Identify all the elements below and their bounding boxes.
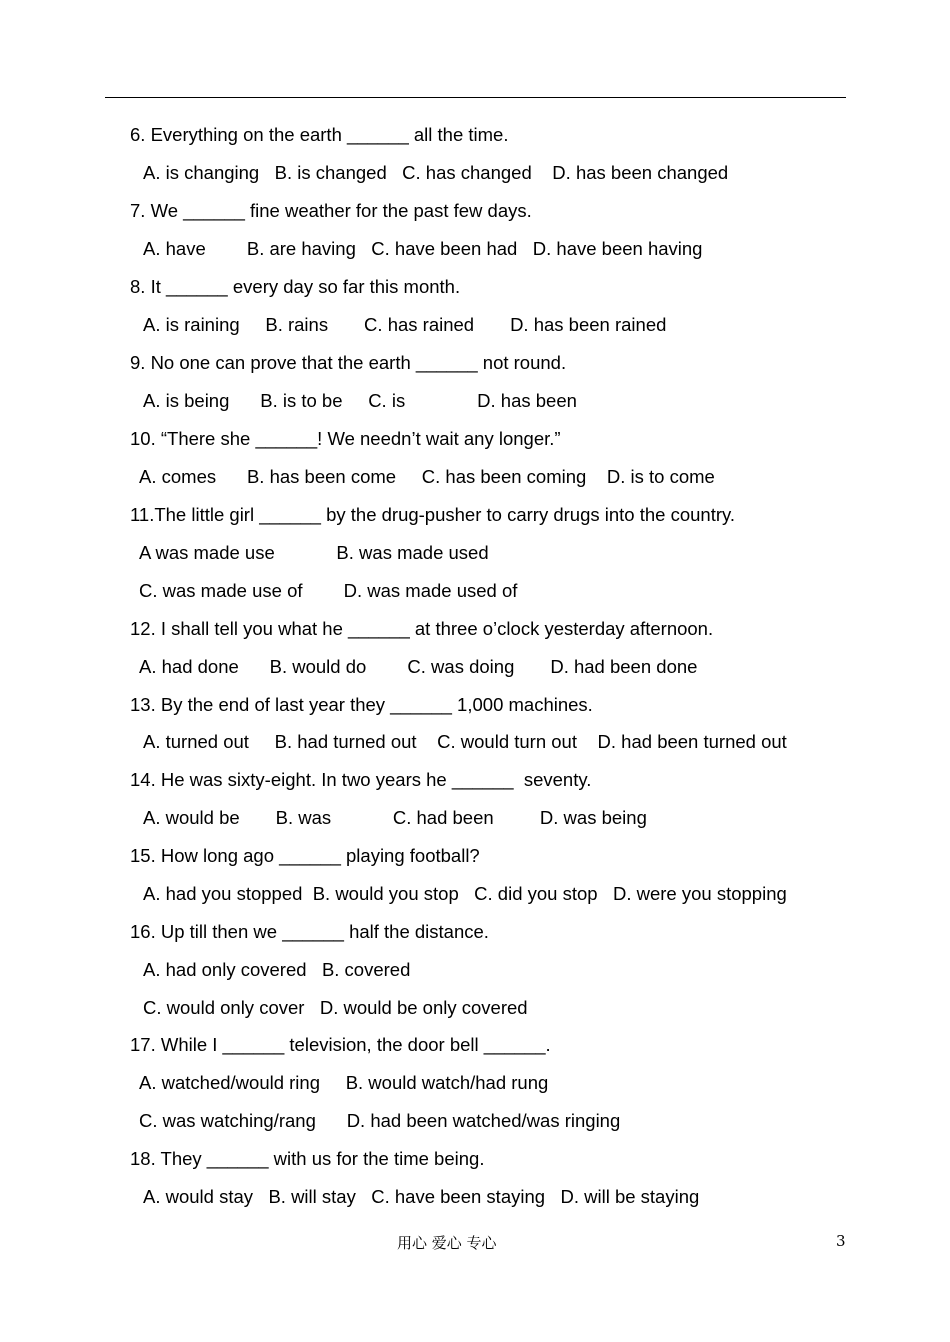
- options-9: A. is being B. is to be C. is D. has been: [143, 390, 577, 411]
- question-13: 13. By the end of last year they ______ 1,000 machines.: [130, 694, 593, 715]
- options-18: A. would stay B. will stay C. have been staying D. will be staying: [143, 1186, 700, 1207]
- options-17-row1: A. watched/would ring B. would watch/had rung: [139, 1072, 549, 1093]
- options-11-row1: A was made use B. was made used: [139, 542, 489, 563]
- options-11-row2: C. was made use of D. was made used of: [139, 580, 518, 601]
- question-8: 8. It ______ every day so far this month.: [130, 276, 461, 297]
- options-10: A. comes B. has been come C. has been coming D. is to come: [139, 466, 715, 487]
- question-16: 16. Up till then we ______ half the distance.: [130, 921, 489, 942]
- options-7: A. have B. are having C. have been had D. have been having: [143, 238, 703, 259]
- options-6: A. is changing B. is changed C. has changed D. has been changed: [143, 162, 729, 183]
- question-6: 6. Everything on the earth ______ all the time.: [130, 124, 509, 145]
- footer-motto: 用心 爱心 专心: [397, 1234, 497, 1252]
- question-10: 10. “There she ______! We needn’t wait any longer.”: [130, 428, 561, 449]
- options-15: A. had you stopped B. would you stop C. did you stop D. were you stopping: [143, 883, 787, 904]
- options-14: A. would be B. was C. had been D. was being: [143, 807, 647, 828]
- question-15: 15. How long ago ______ playing football?: [130, 845, 480, 866]
- header-rule: [105, 97, 846, 98]
- page-number: 3: [836, 1232, 846, 1250]
- options-8: A. is raining B. rains C. has rained D. has been rained: [143, 314, 667, 335]
- options-16-row1: A. had only covered B. covered: [143, 959, 411, 980]
- options-16-row2: C. would only cover D. would be only covered: [143, 997, 528, 1018]
- options-12: A. had done B. would do C. was doing D. had been done: [139, 656, 698, 677]
- question-9: 9. No one can prove that the earth ______ not round.: [130, 352, 567, 373]
- options-17-row2: C. was watching/rang D. had been watched/was ringing: [139, 1110, 621, 1131]
- question-17: 17. While I ______ television, the door bell ______.: [130, 1034, 551, 1055]
- options-13: A. turned out B. had turned out C. would turn out D. had been turned out: [143, 731, 787, 752]
- question-14: 14. He was sixty-eight. In two years he ______ seventy.: [130, 769, 592, 790]
- question-7: 7. We ______ fine weather for the past few days.: [130, 200, 532, 221]
- question-11: 11.The little girl ______ by the drug-pusher to carry drugs into the country.: [130, 504, 736, 525]
- question-12: 12. I shall tell you what he ______ at three o’clock yesterday afternoon.: [130, 618, 714, 639]
- question-18: 18. They ______ with us for the time being.: [130, 1148, 485, 1169]
